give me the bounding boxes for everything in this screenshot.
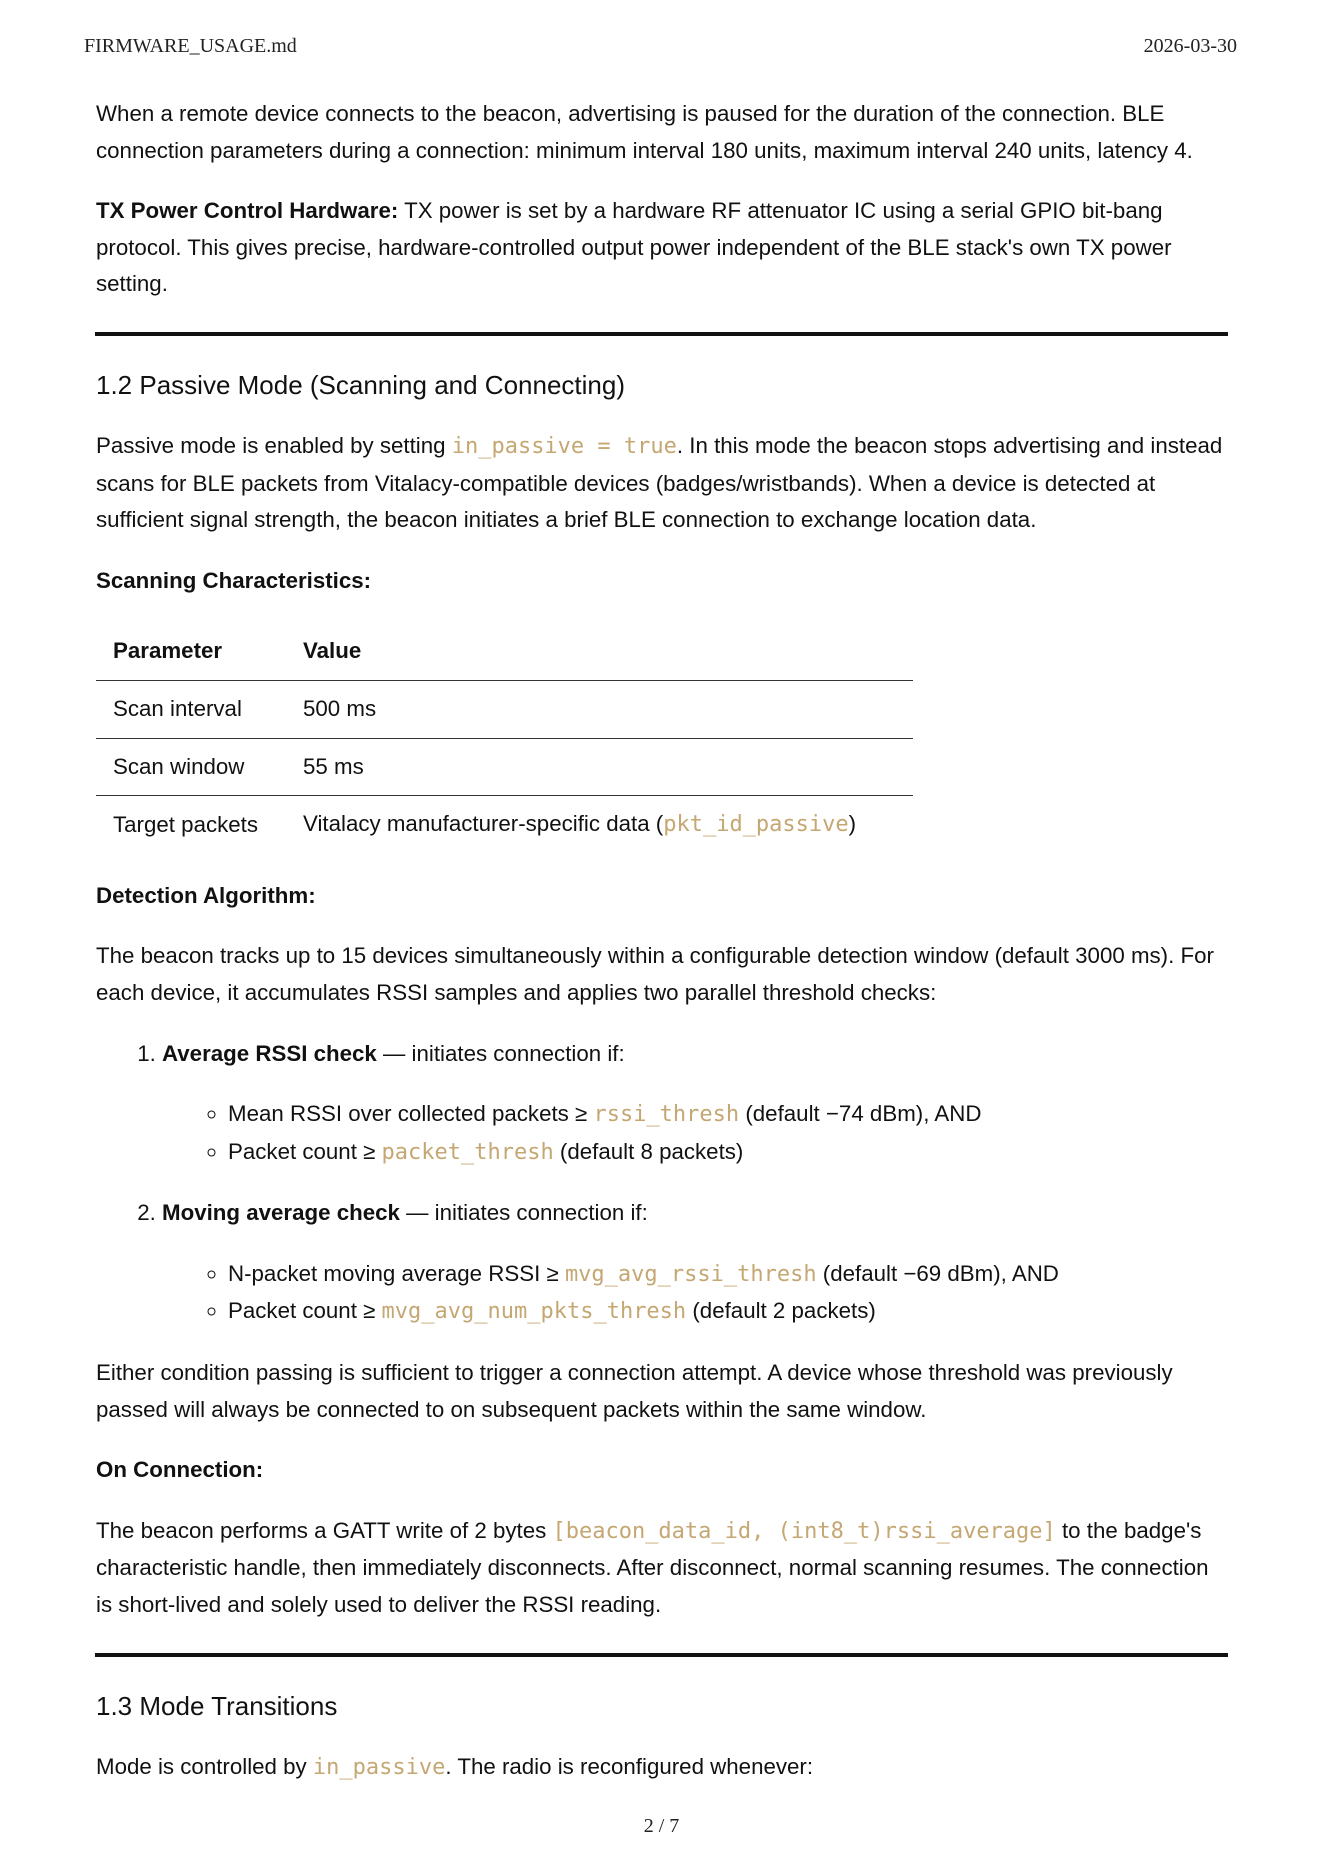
table-cell: 55 ms: [286, 738, 913, 796]
text-span: Mean RSSI over collected packets ≥: [228, 1101, 594, 1127]
list-item: [228, 1134, 1228, 1172]
text-span: Vitalacy manufacturer-specific data (: [303, 811, 664, 837]
inline-code: in_passive = true: [451, 433, 677, 459]
passive-mode-paragraph: [96, 428, 1228, 539]
table-row: [96, 680, 913, 738]
conditions-list: [162, 1096, 1228, 1171]
inline-code: mvg_avg_rssi_thresh: [564, 1261, 817, 1287]
bold-label: On Connection:: [96, 1457, 264, 1483]
text-span: Packet count ≥: [228, 1138, 382, 1164]
text-span: (default 2 packets): [686, 1298, 876, 1324]
section-heading-mode-transitions: 1.3 Mode Transitions: [96, 1690, 338, 1721]
inline-code: mvg_avg_num_pkts_thresh: [381, 1299, 687, 1325]
text-span: N-packet moving average RSSI ≥: [228, 1260, 565, 1286]
on-connection-heading: [96, 1452, 1228, 1489]
check-title: [162, 1195, 1228, 1232]
detection-paragraph: The beacon tracks up to 15 devices simultaneously within a configurable detection window (default 3000 ms). For each device, it accumulates RSSI samples and applies two parallel threshold checks:: [96, 943, 1214, 1005]
text-span: Mode is controlled by: [96, 1753, 313, 1779]
either-condition-paragraph: Either condition passing is sufficient to trigger a connection attempt. A device whose threshold was previously passed will always be connected to on subsequent packets within the same window.: [96, 1360, 1173, 1422]
bold-label: Average RSSI check: [162, 1040, 377, 1066]
scanning-heading: [96, 563, 1228, 600]
page-number: 2 / 7: [643, 1815, 680, 1837]
threshold-checks-list: [96, 1036, 1228, 1332]
section-divider: [95, 1653, 1228, 1657]
table-cell: 500 ms: [286, 680, 913, 738]
text-span: (default −69 dBm), AND: [816, 1260, 1059, 1286]
table-row: [96, 796, 913, 854]
connection-paragraph: When a remote device connects to the beacon, advertising is paused for the duration of the connection. BLE connection parameters during a connection: minimum interval 180 units, maximum interval 240 units, latency 4.: [96, 101, 1193, 163]
detection-heading: [96, 878, 1228, 915]
page-header: [0, 0, 1323, 60]
text-span: ): [848, 811, 857, 837]
list-item: [162, 1036, 1228, 1172]
text-span: (default −74 dBm), AND: [739, 1101, 982, 1127]
table-header-row: [96, 623, 913, 680]
bold-label: Detection Algorithm:: [96, 882, 316, 908]
document-body: [96, 96, 1228, 1810]
text-span: The beacon performs a GATT write of 2 bytes: [96, 1517, 553, 1543]
text-span: Packet count ≥: [228, 1298, 382, 1324]
list-item: [228, 1256, 1228, 1294]
table-cell: Scan window: [96, 738, 286, 796]
bold-label: Scanning Characteristics:: [96, 567, 372, 593]
column-header-parameter: Parameter: [96, 623, 286, 680]
text-span: — initiates connection if:: [399, 1200, 648, 1226]
inline-code: in_passive: [312, 1754, 446, 1780]
text-span: Passive mode is enabled by setting: [96, 432, 452, 458]
document-date: 2026-03-30: [1143, 35, 1237, 57]
text-span: (default 8 packets): [553, 1138, 744, 1164]
on-connection-paragraph: [96, 1513, 1228, 1624]
column-header-value: Value: [286, 623, 913, 680]
table-cell: Target packets: [113, 811, 259, 837]
list-item: [228, 1096, 1228, 1134]
table-row: [96, 738, 913, 796]
conditions-list: [162, 1256, 1228, 1331]
list-item: [162, 1195, 1228, 1331]
text-span: to the badge's characteristic handle, then immediately disconnects. After disconnect, normal scanning resumes. The connection is short-lived and solely used to deliver the RSSI reading.: [96, 1517, 1209, 1618]
inline-code: packet_thresh: [381, 1139, 554, 1165]
mode-transitions-paragraph: [96, 1749, 1228, 1787]
tx-power-paragraph: [96, 193, 1228, 303]
table-cell: Scan interval: [96, 680, 286, 738]
list-item: [228, 1293, 1228, 1331]
bold-label: Moving average check: [162, 1200, 400, 1226]
document-filename: FIRMWARE_USAGE.md: [84, 35, 297, 57]
table-cell: [286, 796, 913, 854]
inline-code: rssi_thresh: [593, 1102, 740, 1128]
text-span: . In this mode the beacon stops advertising and instead scans for BLE packets from Vitalacy-compatible devices (badges/wristbands). When a device is detected at sufficient signal strength, the beacon initiates a brief BLE connection to exchange location data.: [96, 432, 1223, 533]
check-title: [162, 1036, 1228, 1073]
section-heading-passive-mode: 1.2 Passive Mode (Scanning and Connecting): [96, 369, 625, 400]
tx-power-label: TX Power Control Hardware:: [96, 198, 399, 224]
tx-power-text: TX power is set by a hardware RF attenuator IC using a serial GPIO bit-bang protocol. This gives precise, hardware-controlled output power independent of the BLE stack's own TX power setting.: [96, 198, 1172, 297]
inline-code: pkt_id_passive: [663, 812, 849, 838]
scanning-table: [96, 623, 913, 853]
text-span: — initiates connection if:: [376, 1040, 625, 1066]
section-divider: [95, 332, 1228, 336]
inline-code: [beacon_data_id, (int8_t)rssi_average]: [552, 1518, 1056, 1544]
text-span: . The radio is reconfigured whenever:: [445, 1753, 814, 1779]
